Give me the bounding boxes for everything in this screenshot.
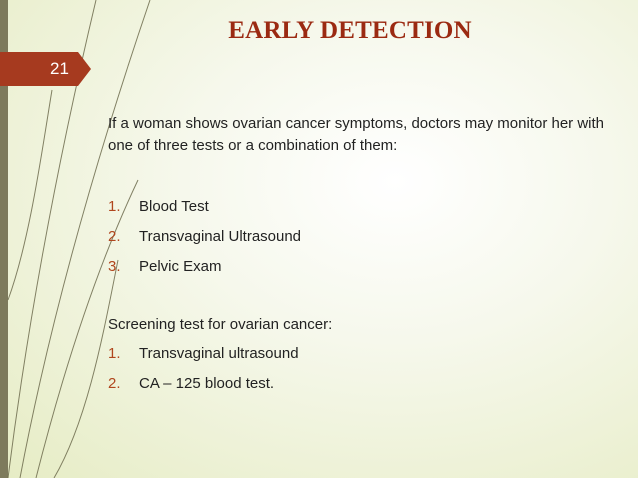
list-item [108, 339, 299, 369]
list-text: CA – 125 blood test. [139, 375, 275, 392]
intro-paragraph: If a woman shows ovarian cancer symptoms, doctors may monitor her with one of three tests or a combination of them: [108, 115, 605, 154]
slide-content [108, 113, 628, 392]
slide-number: 21 [50, 59, 69, 78]
list-item [108, 369, 299, 399]
list-item [108, 222, 301, 252]
test-list [108, 192, 301, 282]
screening-list [108, 339, 299, 399]
list-number: 3. [108, 258, 121, 275]
screening-heading: Screening test for ovarian cancer: [108, 316, 333, 333]
list-text: Transvaginal Ultrasound [139, 228, 302, 245]
list-text: Blood Test [139, 198, 209, 215]
list-number: 2. [108, 228, 121, 245]
list-text: Pelvic Exam [139, 258, 222, 275]
list-number: 2. [108, 375, 121, 392]
list-number: 1. [108, 198, 121, 215]
list-text: Transvaginal ultrasound [139, 345, 299, 362]
list-item [108, 192, 301, 222]
list-item [108, 252, 301, 282]
slide-number-tab [0, 52, 91, 86]
slide-title: EARLY DETECTION [228, 17, 472, 44]
list-number: 1. [108, 345, 121, 362]
